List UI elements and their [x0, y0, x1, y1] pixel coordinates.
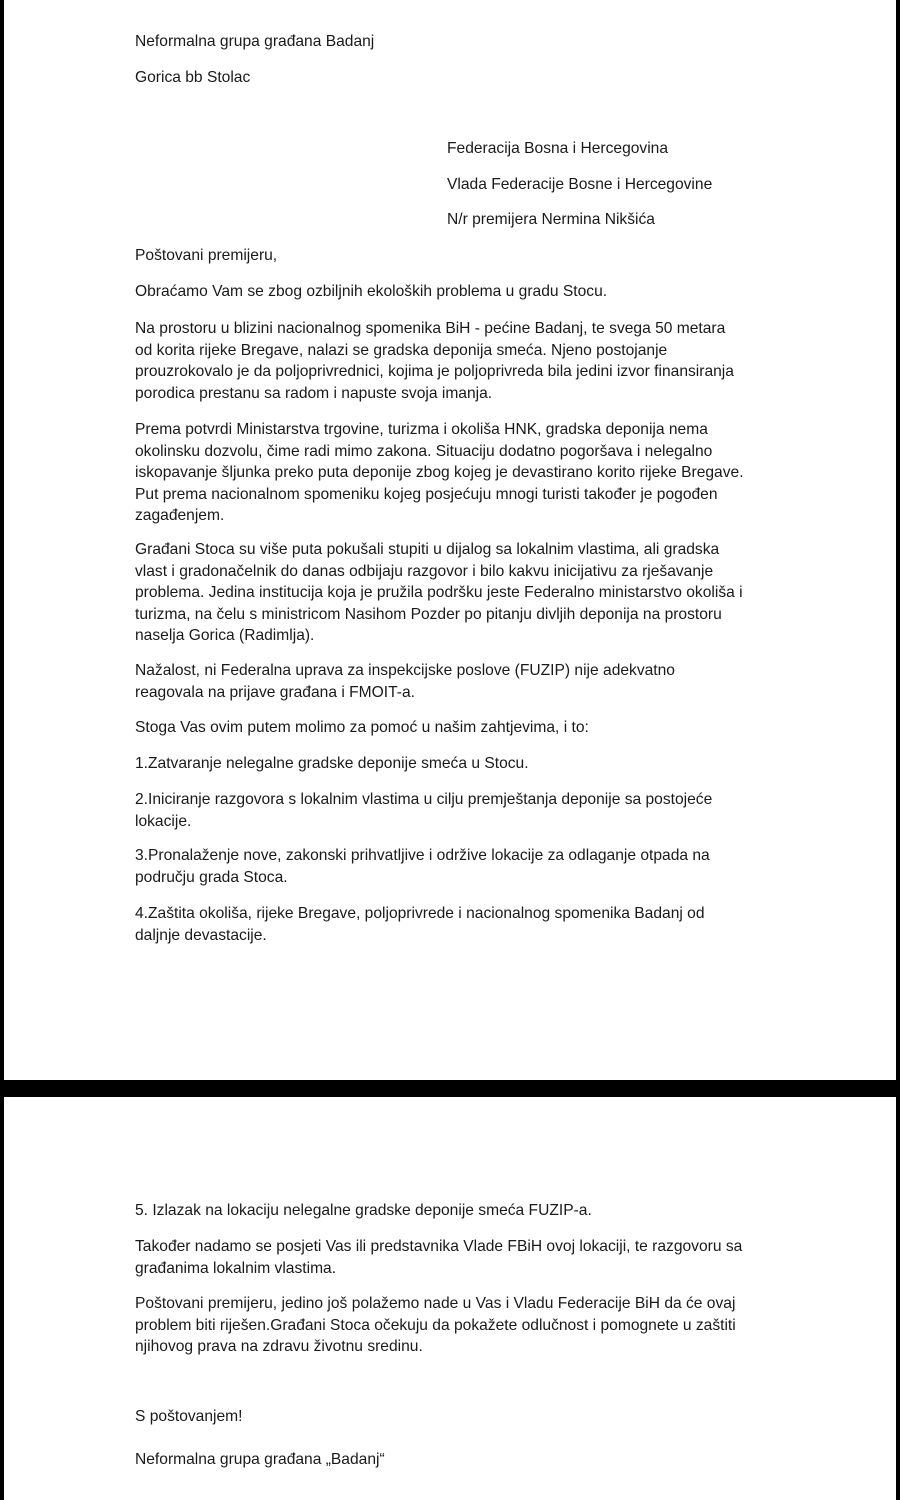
body-paragraph-2: Prema potvrdi Ministarstva trgovine, turizma i okoliša HNK, gradska deponija nema okolinsku dozvolu, čime radi mimo zakona. Situaciju dodatno pogoršava i nelegalno iskopavanje šljunka preko puta deponije zbog kojeg je devastirano korito rijeke Bregave. Put prema nacionalnom spomeniku kojeg posjećuju mnogi turisti također je pogođen zagađenjem.	[135, 421, 744, 524]
demand-item-2: 2.Iniciranje razgovora s lokalnim vlastima u cilju premještanja deponije sa postojeće lokacije.	[135, 791, 713, 830]
salutation: Poštovani premijeru,	[135, 247, 278, 264]
demand-item-3: 3.Pronalaženje nove, zakonski prihvatljive i održive lokacije za odlaganje otpada na području grada Stoca.	[135, 847, 710, 886]
signature: Neformalna grupa građana „Badanj“	[135, 1451, 385, 1468]
sender-name: Neformalna grupa građana Badanj	[135, 33, 375, 50]
demand-item-1: 1.Zatvaranje nelegalne gradske deponije smeća u Stocu.	[135, 755, 529, 772]
regards: S poštovanjem!	[135, 1408, 243, 1425]
body-paragraph-5: Stoga Vas ovim putem molimo za pomoć u našim zahtjevima, i to:	[135, 719, 589, 736]
body-paragraph-3: Građani Stoca su više puta pokušali stupiti u dijalog sa lokalnim vlastima, ali gradska vlast i gradonačelnik do danas odbijaju razgovor i bilo kakvu inicijativu za rješavanje problema. Jedina institucija koja je pružila podršku jeste Federalno ministarstvo okoliša i turizma, na čelu s ministricom Nasihom Pozder po pitanju divljih deponija na prostoru naselja Gorica (Radimlja).	[135, 541, 743, 644]
demand-item-4: 4.Zaštita okoliša, rijeke Bregave, poljoprivrede i nacionalnog spomenika Badanj od daljnje devastacije.	[135, 905, 705, 944]
letter-page-1	[4, 0, 896, 1080]
sender-address: Gorica bb Stolac	[135, 69, 251, 86]
body-paragraph-1: Na prostoru u blizini nacionalnog spomenika BiH - pećine Badanj, te svega 50 metara od korita rijeke Bregave, nalazi se gradska deponija smeća. Njeno postojanje prouzrokovalo je da poljoprivrednici, kojima je poljoprivreda bila jedini izvor finansiranja porodica prestanu sa radom i napuste svoja imanja.	[135, 320, 734, 402]
closing-paragraph-1: Također nadamo se posjeti Vas ili predstavnika Vlade FBiH ovoj lokaciji, te razgovoru sa građanima lokalnim vlastima.	[135, 1238, 743, 1277]
demand-item-5: 5. Izlazak na lokaciju nelegalne gradske deponije smeća FUZIP-a.	[135, 1202, 592, 1219]
recipient-line-1: Federacija Bosna i Hercegovina	[447, 140, 669, 157]
letter-page-2	[4, 1097, 896, 1500]
recipient-line-2: Vlada Federacije Bosne i Hercegovine	[447, 176, 713, 193]
closing-paragraph-2: Poštovani premijeru, jedino još polažemo nade u Vas i Vladu Federacije BiH da će ovaj problem biti riješen.Građani Stoca očekuju da pokažete odlučnost i pomognete u zaštiti njihovog prava na zdravu životnu sredinu.	[135, 1295, 736, 1355]
recipient-line-3: N/r premijera Nermina Nikšića	[447, 211, 655, 228]
body-paragraph-4: Nažalost, ni Federalna uprava za inspekcijske poslove (FUZIP) nije adekvatno reagovala na prijave građana i FMOIT-a.	[135, 662, 675, 701]
intro-paragraph: Obraćamo Vam se zbog ozbiljnih ekoloških problema u gradu Stocu.	[135, 283, 608, 300]
